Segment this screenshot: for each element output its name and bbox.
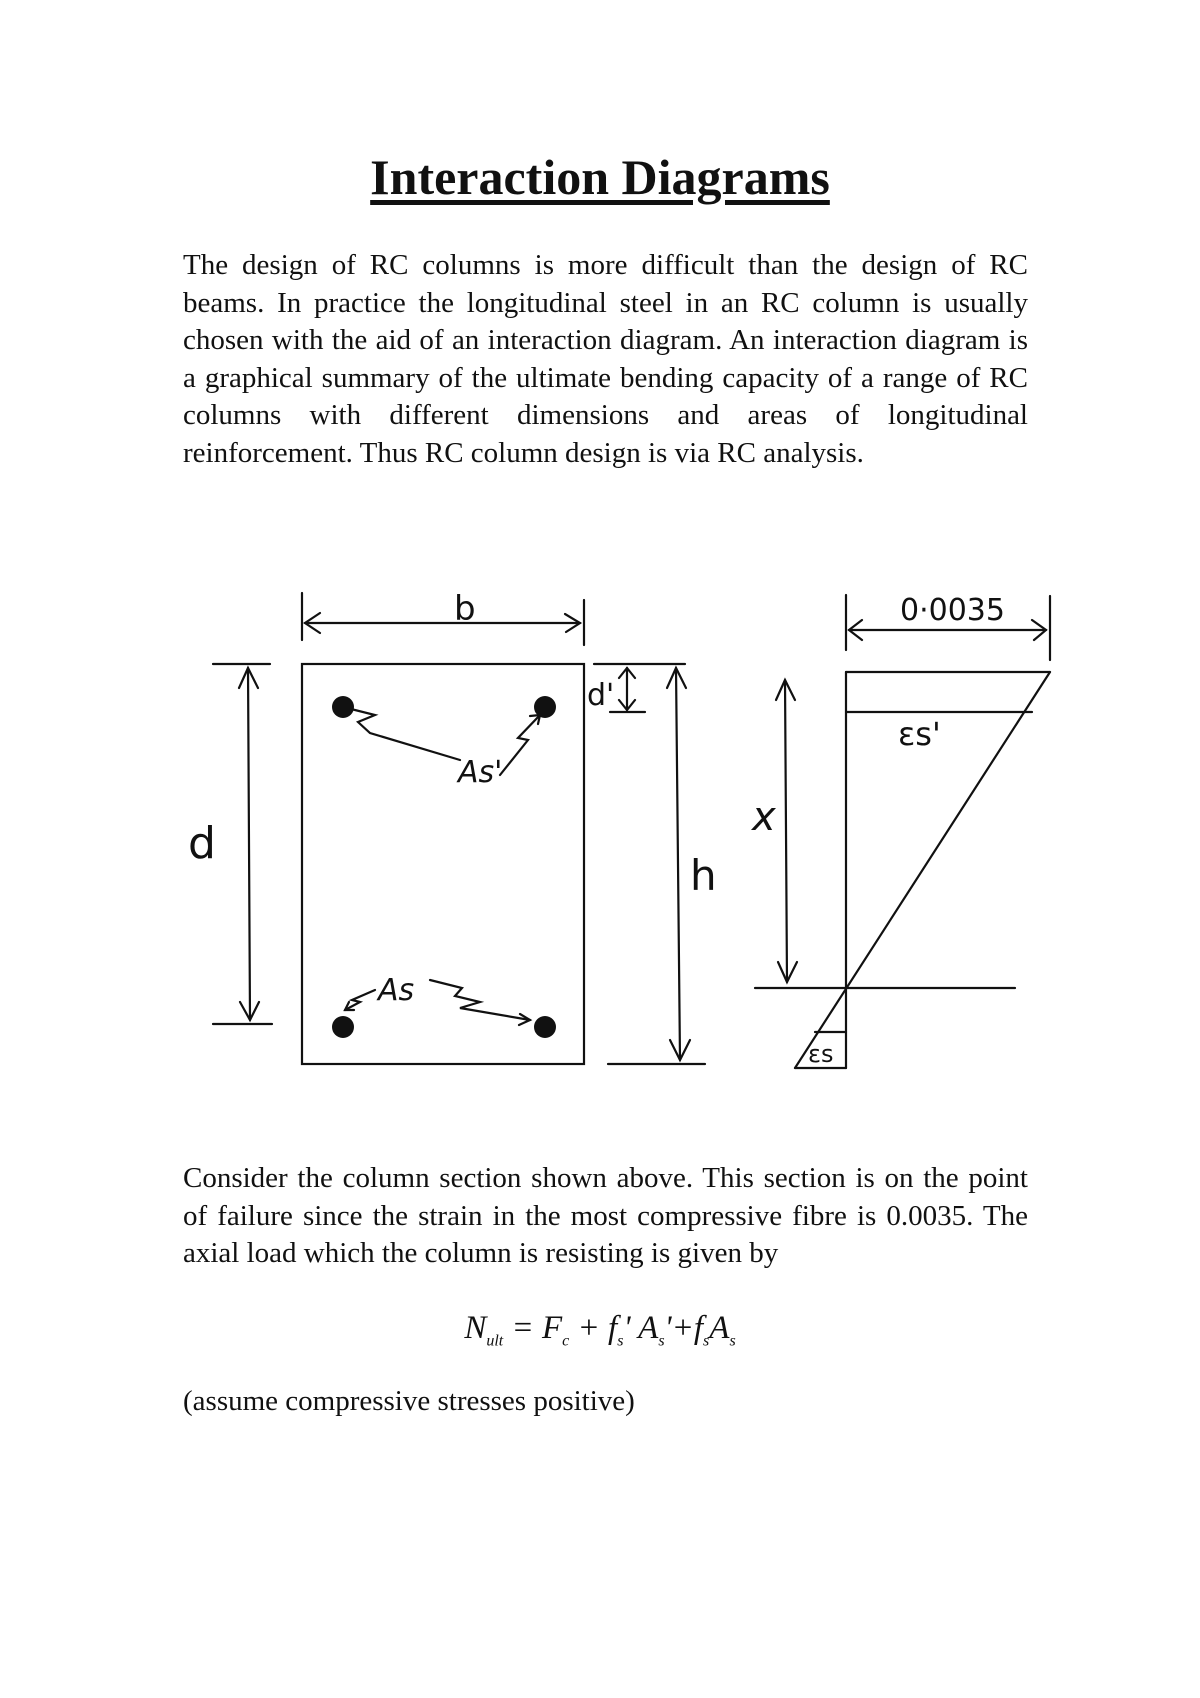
sign-convention-note: (assume compressive stresses positive) bbox=[183, 1385, 635, 1417]
rebar-bottom-left bbox=[332, 1016, 354, 1038]
as-leader-right bbox=[430, 980, 530, 1020]
label-d: d bbox=[188, 818, 216, 869]
label-b: b bbox=[454, 589, 476, 629]
h-dimension-line bbox=[676, 668, 680, 1060]
label-eps-s-prime: εs' bbox=[898, 715, 941, 753]
rebar-bottom-right bbox=[534, 1016, 556, 1038]
page-title: Interaction Diagrams bbox=[370, 149, 830, 205]
label-strain-top: 0·0035 bbox=[900, 593, 1005, 628]
consider-paragraph: Consider the column section shown above. This section is on the point of failure since the strain in the most compressive fibre is 0.0035. The axial load which the column is resisting is given by bbox=[183, 1162, 1028, 1269]
label-h: h bbox=[690, 851, 717, 900]
label-as: As bbox=[378, 973, 415, 1008]
x-dimension-line bbox=[785, 680, 787, 982]
as-prime-leader-right bbox=[500, 715, 540, 775]
d-dimension-line bbox=[248, 668, 250, 1020]
label-as-prime: As' bbox=[458, 755, 503, 790]
as-prime-leader-left bbox=[343, 707, 460, 760]
intro-paragraph: The design of RC columns is more difficult than the design of RC beams. In practice the longitudinal steel in an RC column is usually chosen with the aid of an interaction diagram. An interaction diagram is a graphical summary of the ultimate bending capacity of a range of RC columns with different dimensions and areas of longitudinal reinforcement. Thus RC column design is via RC analysis. bbox=[183, 249, 1028, 469]
label-x: x bbox=[752, 794, 776, 840]
label-d-prime: d' bbox=[587, 678, 615, 713]
rebar-top-right bbox=[534, 696, 556, 718]
axial-load-formula: $N_{ult} = F_c + f_s'$ $A_s'+f_sA_s$ bbox=[464, 1310, 736, 1350]
label-eps-s: εs bbox=[808, 1040, 834, 1068]
rebar-top-left bbox=[332, 696, 354, 718]
column-section-outline bbox=[302, 664, 584, 1064]
as-leader-left bbox=[345, 990, 375, 1010]
